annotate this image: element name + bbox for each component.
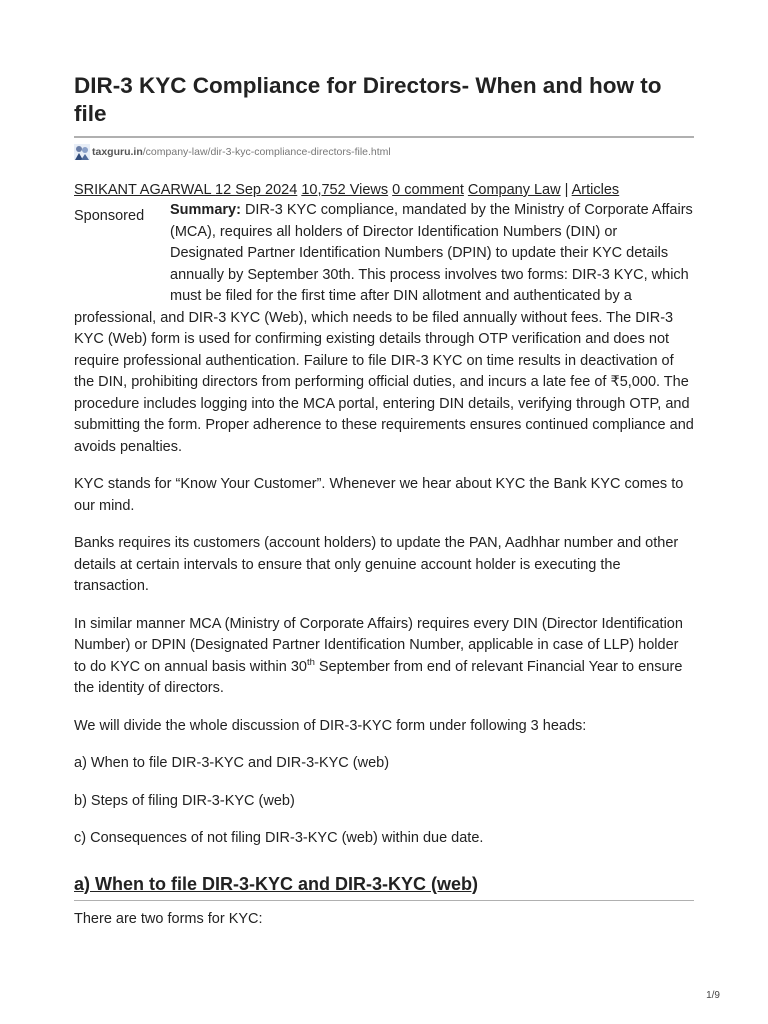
summary-label: Summary:: [170, 202, 241, 218]
taxguru-logo-icon: [74, 144, 90, 160]
paragraph-two-forms: There are two forms for KYC:: [74, 910, 263, 927]
paragraph-banks: Banks requires its customers (account holders) to update the PAN, Aadhhar number and other details at certain intervals to ensure that only genuine account holder is executing the transaction.: [74, 535, 679, 594]
comments-link[interactable]: 0 comment: [392, 182, 464, 198]
source-domain: taxguru.in: [92, 146, 143, 158]
post-date[interactable]: 12 Sep 2024: [215, 182, 298, 198]
article-meta: [74, 180, 694, 200]
para3-text-a: In similar manner MCA (Ministry of Corporate Affairs) requires every DIN (Director Identification Number) or DPIN (Designated Partner Identification Number, applicable in case of LLP) holder to do KYC on annual basis within 30: [74, 615, 683, 675]
para3-text-b: September from end of relevant Financial Year to ensure the identity of directors.: [74, 658, 683, 696]
list-item-c: c) Consequences of not filing DIR-3-KYC (web) within due date.: [74, 830, 484, 846]
page-title: DIR-3 KYC Compliance for Directors- When and how to file: [74, 73, 662, 126]
meta-separator: |: [564, 182, 569, 198]
list-item-a: a) When to file DIR-3-KYC and DIR-3-KYC (web): [74, 755, 390, 771]
article: [74, 0, 694, 930]
para3-superscript: th: [306, 656, 315, 668]
title-divider: [74, 136, 694, 138]
sponsored-label: Sponsored: [74, 208, 145, 224]
source-path: /company-law/dir-3-kyc-compliance-directors-file.html: [142, 146, 391, 158]
source-url[interactable]: [74, 144, 694, 160]
summary-block: [74, 200, 694, 458]
paragraph-kyc-definition: KYC stands for “Know Your Customer”. Whenever we hear about KYC the Bank KYC comes to our mind.: [74, 476, 684, 514]
articles-link[interactable]: Articles: [571, 182, 620, 198]
paragraph-heads-intro: We will divide the whole discussion of DIR-3-KYC form under following 3 heads:: [74, 717, 587, 734]
author-link[interactable]: SRIKANT AGARWAL: [74, 182, 211, 198]
views-count[interactable]: 10,752 Views: [301, 182, 389, 198]
page-number: 1/9: [706, 990, 720, 1001]
section-heading: a) When to file DIR-3-KYC and DIR-3-KYC (web): [74, 873, 478, 894]
section-divider: [74, 900, 694, 901]
list-item-b: b) Steps of filing DIR-3-KYC (web): [74, 792, 295, 809]
paragraph-mca: [74, 614, 694, 700]
category-link[interactable]: Company Law: [467, 182, 561, 198]
summary-text: DIR-3 KYC compliance, mandated by the Ministry of Corporate Affairs (MCA), requires all holders of Director Identification Numbers (DIN) or Designated Partner Identification Numbers (DPIN) to update their KYC details annually by September 30th. This process involves two forms: DIR-3 KYC, which must be filed for the first time after DIN allotment and authenticated by a professional, and DIR-3 KYC (Web), which needs to be filed annually without fees. The DIR-3 KYC (Web) form is used for confirming existing details through OTP verification and does not require professional authentication. Failure to file DIR-3 KYC on time results in deactivation of the DIN, prohibiting directors from performing official duties, and incurs a late fee of ₹5,000. The procedure includes logging into the MCA portal, entering DIN details, verifying through OTP, and submitting the form. Proper adherence to these requirements ensures continued compliance and avoids penalties.: [74, 202, 694, 455]
